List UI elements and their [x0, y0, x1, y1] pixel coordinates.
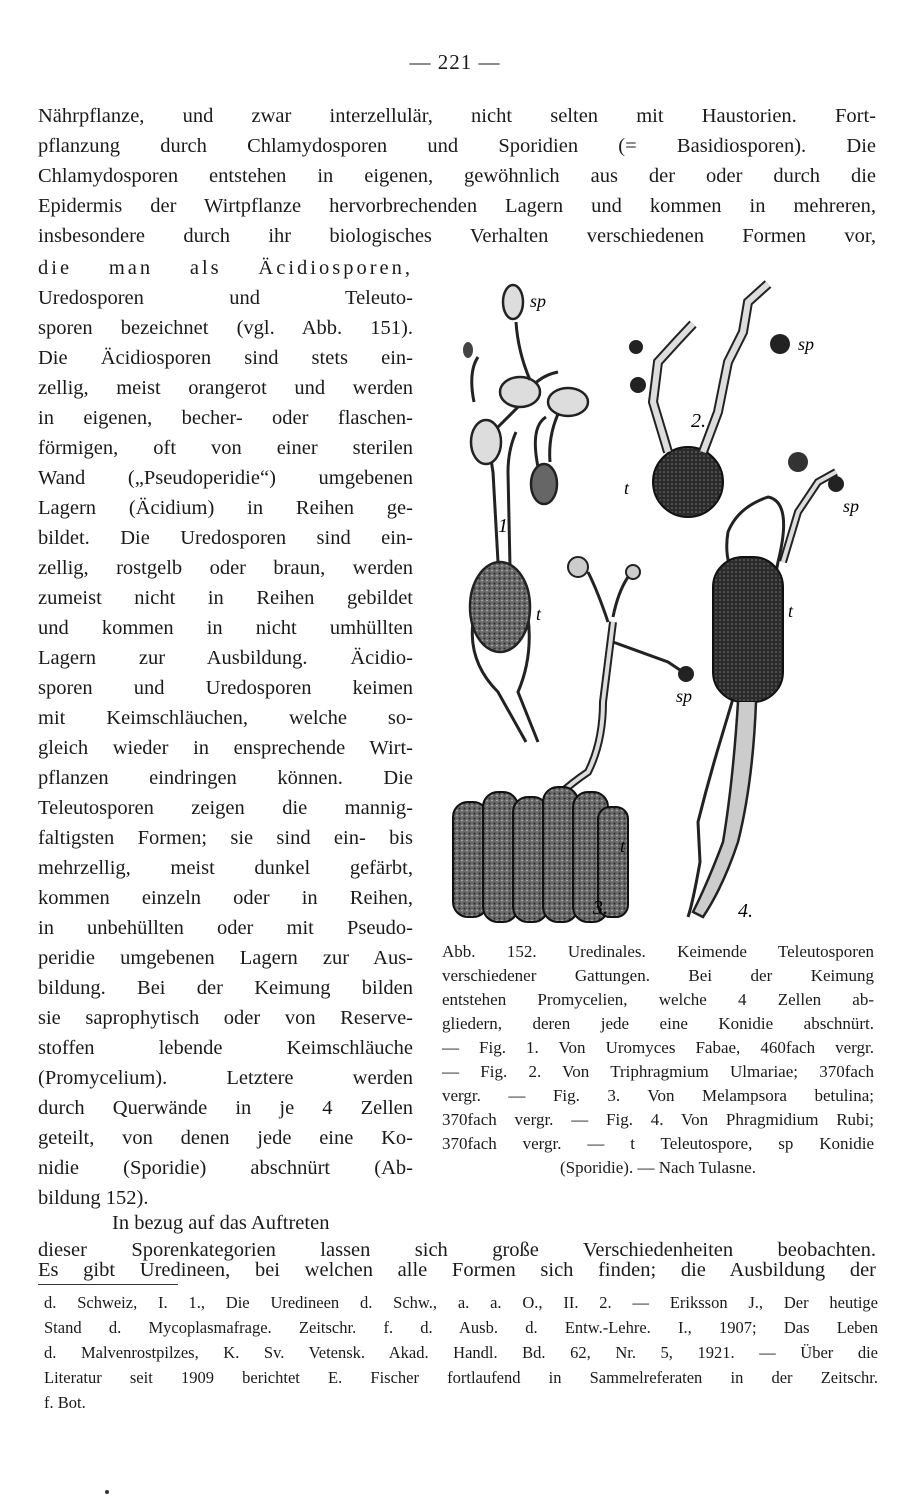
body-line: in eigenen, becher- oder flaschen-	[38, 407, 413, 429]
fig1-t-label: t	[536, 604, 542, 624]
fig4-label: 4.	[738, 900, 753, 922]
body-line: Es gibt Uredineen, bei welchen alle Formen sich finden; die Ausbildung der	[38, 1259, 876, 1281]
body-line: In bezug auf das Auftreten	[112, 1212, 330, 1234]
caption-line: Abb. 152. Uredinales. Keimende Teleutosporen	[442, 942, 874, 961]
caption-line: (Sporidie). — Nach Tulasne.	[560, 1158, 756, 1177]
body-line: mit Keimschläuchen, welche so-	[38, 707, 413, 729]
caption-line: verschiedener Gattungen. Bei der Keimung	[442, 966, 874, 985]
fig4-phragmidium	[688, 452, 859, 922]
fig3-sp-label: sp	[676, 686, 693, 706]
fig2-t-label: t	[624, 478, 630, 498]
footnote-line: d. Malvenrostpilzes, K. Sv. Vetensk. Akad. Handl. Bd. 62, Nr. 5, 1921. — Über die	[44, 1343, 878, 1362]
body-line: und kommen in nicht umhüllten	[38, 617, 413, 639]
caption-line: — Fig. 2. Von Triphragmium Ulmariae; 370fach	[442, 1062, 874, 1081]
fig3-label: 3.	[593, 897, 608, 919]
body-line: in unbehüllten oder mit Pseudo-	[38, 917, 413, 939]
caption-line: vergr. — Fig. 3. Von Melampsora betulina;	[442, 1086, 874, 1105]
body-line: sporen und Uredosporen keimen	[38, 677, 413, 699]
body-line: (Promycelium). Letztere werden	[38, 1067, 413, 1089]
footnote-line: Literatur seit 1909 berichtet E. Fischer fortlaufend in Sammelreferaten in der Zeitschr.	[44, 1368, 878, 1387]
body-line: sie saprophytisch oder von Reserve-	[38, 1007, 413, 1029]
body-line: Die Äcidiosporen sind stets ein-	[38, 347, 413, 369]
body-line: kommen einzeln oder in Reihen,	[38, 887, 413, 909]
fig2-label: 2.	[691, 410, 706, 432]
fig3-t-label: t	[620, 836, 626, 856]
caption-line: 370fach vergr. — t Teleutospore, sp Konidie	[442, 1134, 874, 1153]
figure-152	[438, 262, 878, 942]
footnote-line: d. Schweiz, I. 1., Die Uredineen d. Schw., a. a. O., II. 2. — Eriksson J., Der heutige	[44, 1293, 878, 1312]
body-line: pflanzung durch Chlamydosporen und Sporidien (= Basidiosporen). Die	[38, 135, 876, 157]
body-line: Epidermis der Wirtpflanze hervorbrechenden Lagern und kommen in mehreren,	[38, 195, 876, 217]
fig2-triphragmium	[624, 284, 814, 517]
body-line: mehrzellig, meist dunkel gefärbt,	[38, 857, 413, 879]
body-line: die man als Äcidiosporen,	[38, 257, 413, 279]
body-line: peridie umgebenen Lagern zur Aus-	[38, 947, 413, 969]
footnote-line: Stand d. Mycoplasmafrage. Zeitschr. f. d. Ausb. d. Entw.-Lehre. I., 1907; Das Leben	[44, 1318, 878, 1337]
body-line: förmigen, oft von einer sterilen	[38, 437, 413, 459]
print-speck	[105, 1490, 109, 1494]
body-line: durch Querwände in je 4 Zellen	[38, 1097, 413, 1119]
body-line: Lagern (Äcidium) in Reihen ge-	[38, 497, 413, 519]
fig2-sp-label: sp	[798, 334, 815, 354]
fig4-sp-label: sp	[843, 496, 860, 516]
body-line: Uredosporen und Teleuto-	[38, 287, 413, 309]
caption-line: gliedern, deren jede eine Konidie abschnürt.	[442, 1014, 874, 1033]
body-line: bildet. Die Uredosporen sind ein-	[38, 527, 413, 549]
body-line: sporen bezeichnet (vgl. Abb. 151).	[38, 317, 413, 339]
body-line: bildung. Bei der Keimung bilden	[38, 977, 413, 999]
body-line: zellig, meist orangerot und werden	[38, 377, 413, 399]
body-line: Lagern zur Ausbildung. Äcidio-	[38, 647, 413, 669]
body-line: Chlamydosporen entstehen in eigenen, gewöhnlich aus der oder durch die	[38, 165, 876, 187]
body-line: zumeist nicht in Reihen gebildet	[38, 587, 413, 609]
footnote-rule	[38, 1284, 178, 1285]
body-line: gleich wieder in ensprechende Wirt-	[38, 737, 413, 759]
caption-line: 370fach vergr. — Fig. 4. Von Phragmidium Rubi;	[442, 1110, 874, 1129]
caption-line: — Fig. 1. Von Uromyces Fabae, 460fach vergr.	[442, 1038, 874, 1057]
body-line: Teleutosporen zeigen die mannig-	[38, 797, 413, 819]
footnote-line: f. Bot.	[44, 1393, 86, 1412]
body-line: geteilt, von denen jede eine Ko-	[38, 1127, 413, 1149]
body-line: insbesondere durch ihr biologisches Verhalten verschiedenen Formen vor,	[38, 225, 876, 247]
body-line: nidie (Sporidie) abschnürt (Ab-	[38, 1157, 413, 1179]
fig4-t-label: t	[788, 601, 794, 621]
fig1-sp-label: sp	[530, 291, 547, 311]
body-line: stoffen lebende Keimschläuche	[38, 1037, 413, 1059]
page-number: — 221 —	[409, 50, 501, 74]
body-line: zellig, rostgelb oder braun, werden	[38, 557, 413, 579]
body-line: Nährpflanze, und zwar interzellulär, nicht selten mit Haustorien. Fort-	[38, 105, 876, 127]
body-line: pflanzen eindringen können. Die	[38, 767, 413, 789]
fig1-label: 1	[498, 515, 508, 537]
body-line: Wand („Pseudoperidie“) umgebenen	[38, 467, 413, 489]
body-line: faltigsten Formen; sie sind ein- bis	[38, 827, 413, 849]
caption-line: entstehen Promycelien, welche 4 Zellen ab-	[442, 990, 874, 1009]
fig1-uromyces	[463, 285, 588, 742]
body-line: dieser Sporenkategorien lassen sich große Verschiedenheiten beobachten.	[38, 1239, 876, 1261]
teleutospore-illustration	[438, 262, 878, 942]
body-line: bildung 152).	[38, 1187, 149, 1209]
